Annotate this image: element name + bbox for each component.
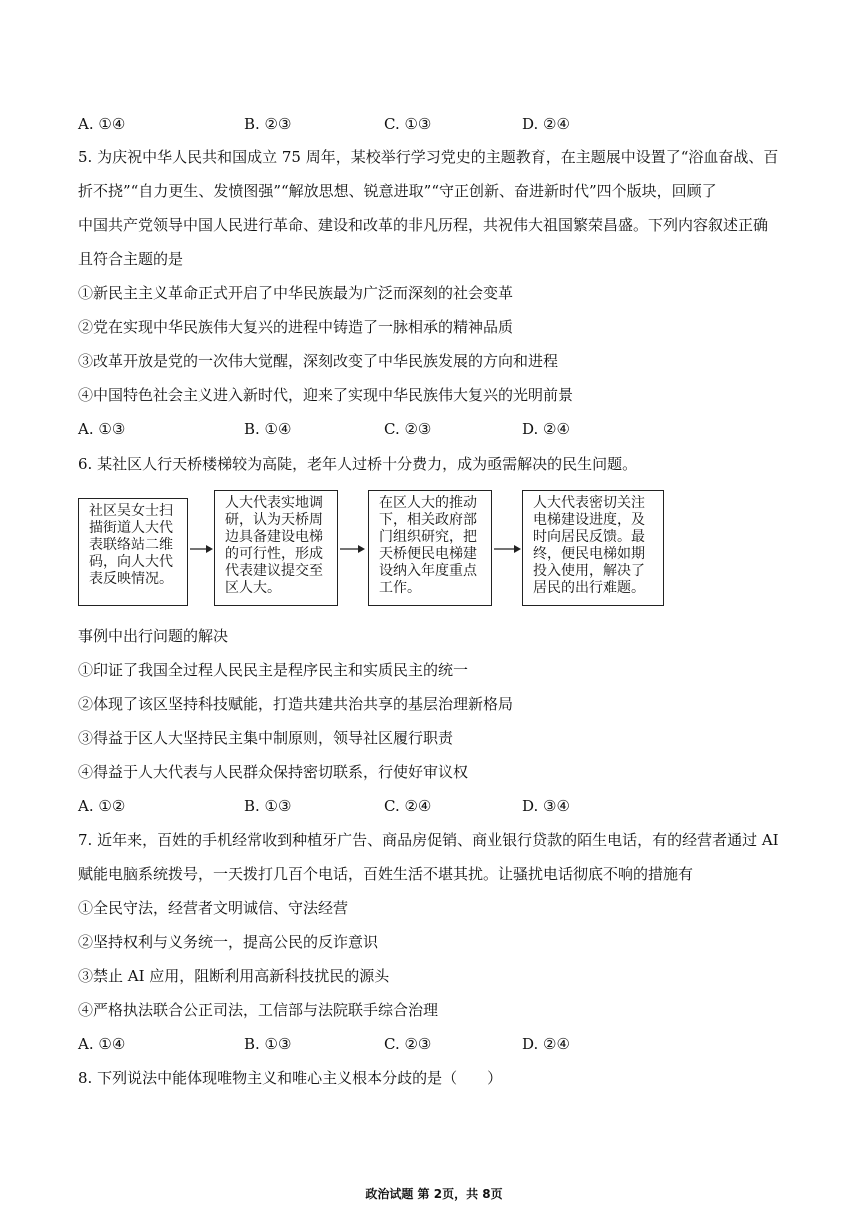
q7-option-b: B. ①③: [244, 1035, 292, 1053]
flow-box-4-line: 投入使用，解决了: [533, 563, 645, 579]
q4-options: [78, 114, 798, 134]
q5-stem-line-1: 5. 为庆祝中华人民共和国成立 75 周年，某校举行学习党史的主题教育，在主题展中设置了“浴血奋战、百: [78, 148, 779, 166]
q7-stem-line-2: 赋能电脑系统拨号，一天拨打几百个电话，百姓生活不堪其扰。让骚扰电话彻底不响的措施有: [78, 865, 694, 883]
q5-item-3: ③改革开放是党的一次伟大觉醒，深刻改变了中华民族发展的方向和进程: [78, 352, 559, 370]
flow-box-4: [522, 490, 664, 606]
flow-box-3-line: 工作。: [379, 580, 421, 596]
q6-lead: 事例中出行问题的解决: [78, 627, 229, 645]
q7-item-3: ③禁止 AI 应用，阻断利用高新科技扰民的源头: [78, 967, 390, 985]
q5-option-b: B. ①④: [244, 420, 292, 438]
q4-option-c: C. ①③: [384, 115, 432, 133]
q8-stem: 8. 下列说法中能体现唯物主义和唯心主义根本分歧的是（ ）: [78, 1069, 503, 1087]
q7-option-c: C. ②③: [384, 1035, 432, 1053]
q5-stem-line-4: 且符合主题的是: [78, 250, 184, 268]
flow-box-1: [78, 498, 188, 606]
flow-box-3-line: 在区人大的推动: [379, 495, 477, 511]
q6-option-b: B. ①③: [244, 797, 292, 815]
flow-box-4-line: 人大代表密切关注: [533, 495, 645, 511]
flow-box-2-line: 边具备建设电梯: [225, 529, 323, 545]
flow-box-3-line: 设纳入年度重点: [379, 563, 477, 579]
q7-item-2: ②坚持权利与义务统一，提高公民的反诈意识: [78, 933, 379, 951]
flow-box-2-line: 代表建议提交至: [225, 563, 323, 579]
q5-item-4: ④中国特色社会主义进入新时代，迎来了实现中华民族伟大复兴的光明前景: [78, 386, 574, 404]
q6-item-1: ①印证了我国全过程人民民主是程序民主和实质民主的统一: [78, 661, 469, 679]
flow-box-1-line: 描街道人大代: [89, 520, 173, 536]
q6-item-2: ②体现了该区坚持科技赋能，打造共建共治共享的基层治理新格局: [78, 695, 514, 713]
q5-stem-line-3: 中国共产党领导中国人民进行革命、建设和改革的非凡历程，共祝伟大祖国繁荣昌盛。下列内容叙述正确: [78, 216, 769, 234]
flow-box-2-line: 研，认为天桥周: [225, 512, 323, 528]
flow-box-1-line: 码，向人大代: [89, 554, 173, 570]
q7-item-1: ①全民守法，经营者文明诚信、守法经营: [78, 899, 349, 917]
flow-box-1-line: 表联络站二维: [89, 537, 173, 553]
flow-box-2-line: 的可行性，形成: [225, 546, 323, 562]
q6-flowchart: [78, 490, 798, 608]
q6-item-3: ③得益于区人大坚持民主集中制原则，领导社区履行职责: [78, 729, 454, 747]
q7-stem-line-1: 7. 近年来，百姓的手机经常收到种植牙广告、商品房促销、商业银行贷款的陌生电话，有的经营者通过 AI: [78, 831, 779, 849]
flow-box-3-line: 门组织研究，把: [379, 529, 477, 545]
q5-option-c: C. ②③: [384, 420, 432, 438]
q6-options: [78, 796, 798, 816]
flow-box-4-line: 电梯建设进度，及: [533, 512, 645, 528]
q5-options: [78, 419, 798, 439]
q5-option-a: A. ①③: [78, 420, 126, 438]
q6-item-4: ④得益于人大代表与人民群众保持密切联系，行使好审议权: [78, 763, 469, 781]
flow-box-2-line: 区人大。: [225, 580, 281, 596]
q5-stem-line-2: 折不挠”“自力更生、发愤图强”“解放思想、锐意进取”“守正创新、奋进新时代”四个版块，回顾了: [78, 182, 717, 200]
q6-option-a: A. ①②: [78, 797, 126, 815]
flow-arrow-3: [494, 542, 522, 556]
flow-box-3-line: 天桥便民电梯建: [379, 546, 477, 562]
q4-option-d: D. ②④: [522, 115, 570, 133]
flow-box-2-line: 人大代表实地调: [225, 495, 323, 511]
flow-box-1-line: 社区吴女士扫: [89, 503, 173, 519]
q5-item-2: ②党在实现中华民族伟大复兴的进程中铸造了一脉相承的精神品质: [78, 318, 514, 336]
q4-option-a: A. ①④: [78, 115, 126, 133]
flow-arrow-1: [190, 542, 214, 556]
q5-item-1: ①新民主主义革命正式开启了中华民族最为广泛而深刻的社会变革: [78, 284, 514, 302]
flow-box-2: [214, 490, 338, 606]
q4-option-b: B. ②③: [244, 115, 292, 133]
flow-box-3-line: 下，相关政府部: [379, 512, 477, 528]
q6-stem: 6. 某社区人行天桥楼梯较为高陡，老年人过桥十分费力，成为亟需解决的民生问题。: [78, 455, 638, 473]
flow-arrow-2: [340, 542, 366, 556]
q6-option-d: D. ③④: [522, 797, 570, 815]
flow-box-1-line: 表反映情况。: [89, 571, 173, 587]
q7-item-4: ④严格执法联合公正司法，工信部与法院联手综合治理: [78, 1001, 439, 1019]
q7-options: [78, 1034, 798, 1054]
flow-box-4-line: 居民的出行难题。: [533, 580, 645, 596]
page-footer: 政治试题 第 2页，共 8页: [365, 1187, 503, 1201]
flow-box-3: [368, 490, 492, 606]
q7-option-d: D. ②④: [522, 1035, 570, 1053]
q6-option-c: C. ②④: [384, 797, 432, 815]
q5-option-d: D. ②④: [522, 420, 570, 438]
q7-option-a: A. ①④: [78, 1035, 126, 1053]
flow-box-4-line: 时向居民反馈。最: [533, 529, 645, 545]
flow-box-4-line: 终，便民电梯如期: [533, 546, 645, 562]
